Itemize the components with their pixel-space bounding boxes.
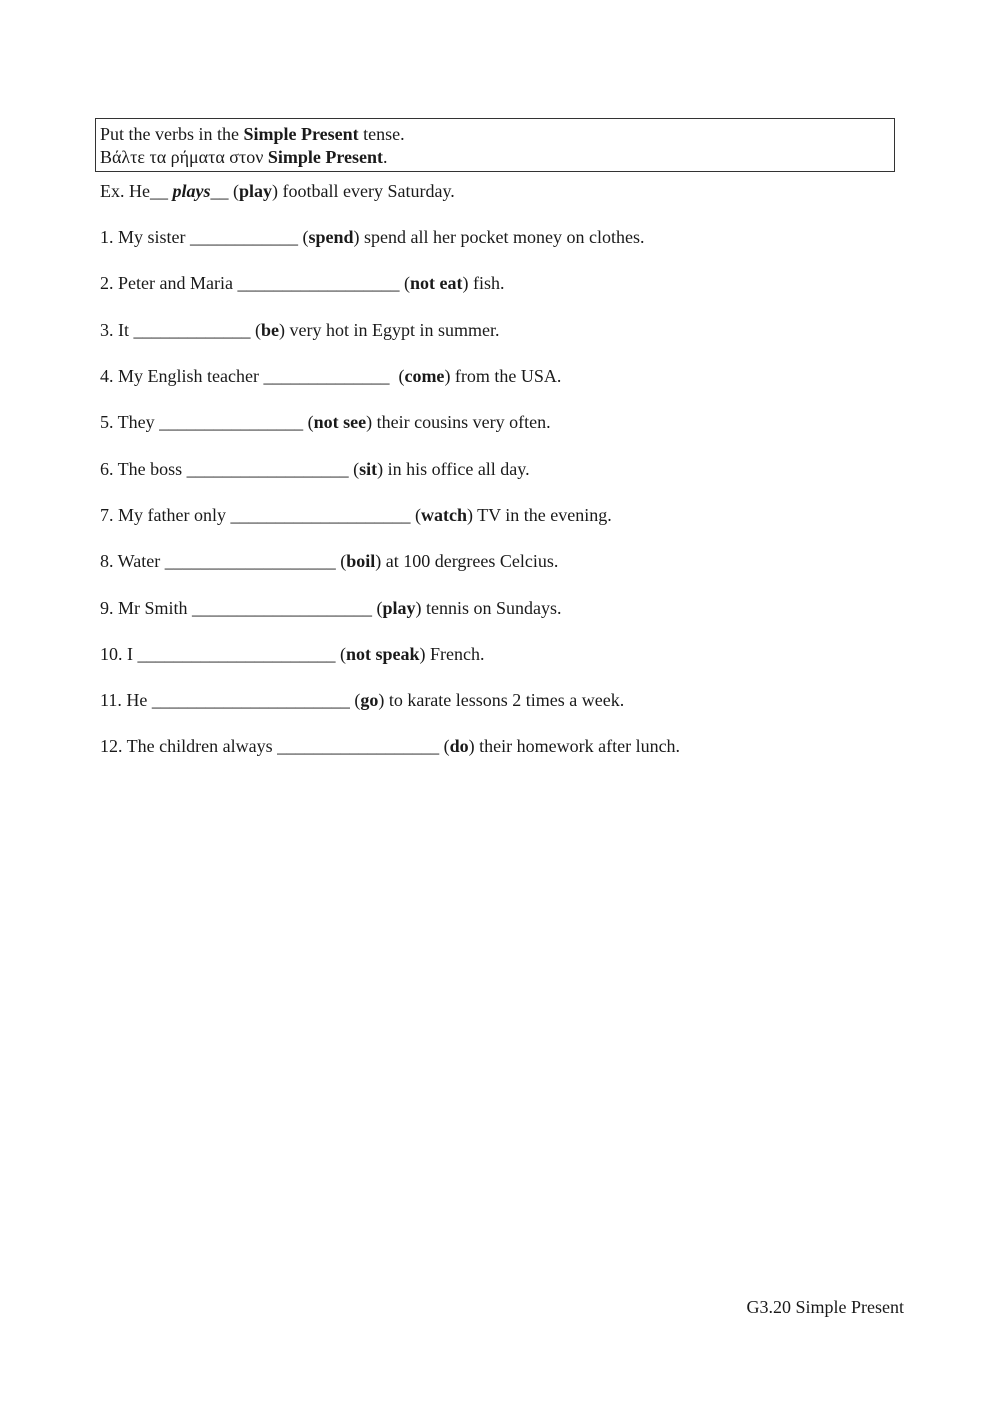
instructions-box	[95, 118, 895, 172]
instruction-greek: Βάλτε τα ρήματα στον Simple Present.	[100, 147, 388, 167]
example-sentence: Ex. He__ plays__ (play) football every Saturday.	[100, 181, 455, 201]
verb-hint: sit	[359, 459, 378, 479]
verb-hint: be	[261, 320, 279, 340]
exercise-item-8: 8. Water ___________________ (boil) at 100 dergrees Celcius.	[100, 551, 559, 571]
verb-hint: not eat	[409, 273, 463, 293]
verb-hint: watch	[420, 505, 467, 525]
example-answer: plays	[172, 181, 211, 201]
exercise-item-7: 7. My father only ____________________ (watch) TV in the evening.	[100, 505, 612, 525]
verb-hint: spend	[308, 227, 354, 247]
exercise-item-5: 5. They ________________ (not see) their cousins very often.	[100, 412, 551, 432]
verb-hint: do	[449, 736, 469, 756]
verb-hint: not speak	[346, 644, 420, 664]
exercise-item-3: 3. It _____________ (be) very hot in Egypt in summer.	[100, 320, 500, 340]
instruction-english: Put the verbs in the Simple Present tense.	[100, 124, 405, 144]
verb-hint: play	[382, 598, 416, 618]
verb-hint: come	[404, 366, 445, 386]
page-footer: G3.20 Simple Present	[746, 1297, 904, 1317]
exercise-item-2: 2. Peter and Maria __________________ (not eat) fish.	[100, 273, 505, 293]
exercise-item-11: 11. He ______________________ (go) to karate lessons 2 times a week.	[100, 690, 625, 710]
exercise-item-6: 6. The boss __________________ (sit) in his office all day.	[100, 459, 530, 479]
exercise-item-1: 1. My sister ____________ (spend) spend all her pocket money on clothes.	[100, 227, 645, 247]
exercise-item-4: 4. My English teacher ______________ (come) from the USA.	[100, 366, 562, 386]
verb-hint: boil	[346, 551, 376, 571]
verb-hint: go	[360, 690, 379, 710]
example-verb: play	[238, 181, 272, 201]
exercise-item-9: 9. Mr Smith ____________________ (play) tennis on Sundays.	[100, 598, 562, 618]
exercise-item-10: 10. I ______________________ (not speak) French.	[100, 644, 485, 664]
verb-hint: not see	[313, 412, 367, 432]
exercise-item-12: 12. The children always __________________ (do) their homework after lunch.	[100, 736, 681, 756]
